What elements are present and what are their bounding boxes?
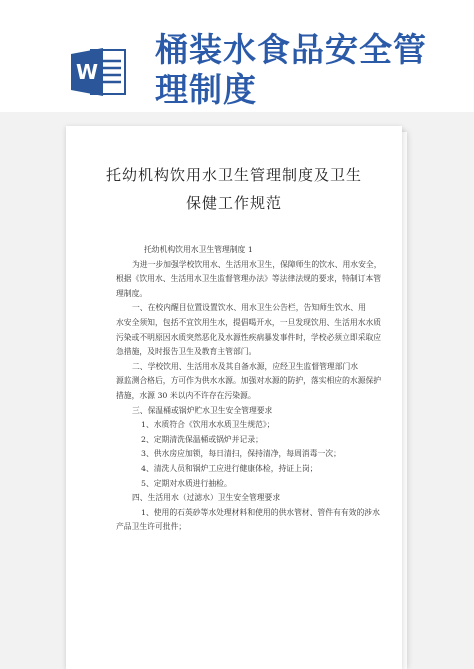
- body-line: 源监测合格后，方可作为供水水源。加强对水源的防护，落实相应的水源保护: [116, 376, 382, 386]
- body-line: 水安全须知，包括不宜饮用生水，提倡喝开水，一旦发现饮用、生活用水水质: [116, 317, 382, 327]
- body-line: 三、保温桶或锅炉贮水卫生安全管理要求: [132, 405, 273, 415]
- body-line: 理制度。: [116, 288, 148, 298]
- list-item: 5、定期对水质进行抽检。: [141, 478, 232, 488]
- section-heading: 托幼机构饮用水卫生管理制度 1: [144, 245, 253, 254]
- body-line: 产品卫生许可批件；: [116, 522, 187, 532]
- list-item: 1、使用的石英砂等水处理材料和使用的供水管材、管件有有效的涉水: [141, 507, 380, 517]
- document-title-line-1: 托幼机构饮用水卫生管理制度及卫生: [105, 166, 362, 184]
- body-line: 二、学校饮用、生活用水及其自备水源，应经卫生监督管理部门水: [132, 361, 359, 371]
- document-page: [66, 126, 402, 669]
- body-line: 为进一步加强学校饮用水、生活用水卫生，保障师生的饮水、用水安全，: [132, 259, 382, 269]
- list-item: 2、定期清洗保温桶或锅炉并记录；: [141, 434, 263, 444]
- body-line: 一、在校内醒目位置设置饮水、用水卫生公告栏，告知师生饮水、用: [132, 303, 366, 313]
- banner: [0, 0, 474, 112]
- document-title-line-2: 保健工作规范: [185, 194, 282, 212]
- list-item: 1、水质符合《饮用水水质卫生规范》；: [141, 420, 275, 430]
- body-line: 四、生活用水（过滤水）卫生安全管理要求: [132, 493, 281, 503]
- banner-title: 桶装水食品安全管理制度: [155, 30, 427, 109]
- list-item: 4、清洗人员和锅炉工应进行健康体检，持证上岗；: [141, 463, 318, 473]
- body-line: 污染或不明原因水质突然恶化及水源性疾病暴发事件时，学校必须立即采取应: [116, 332, 382, 342]
- body-line: 急措施，及时报告卫生及教育主管部门。: [116, 347, 257, 357]
- word-document-icon: [71, 47, 129, 97]
- body-line: 根据《饮用水、生活用水卫生监督管理办法》等法律法规的要求，特制订本管: [116, 274, 382, 284]
- list-item: 3、供水房应加锁，每日清扫，保持清净，每周消毒一次；: [141, 449, 341, 459]
- body-line: 措施，水源 30 米以内不许存在污染源。: [116, 390, 256, 400]
- document-body: [116, 243, 382, 535]
- word-logo-letter: W: [75, 60, 99, 84]
